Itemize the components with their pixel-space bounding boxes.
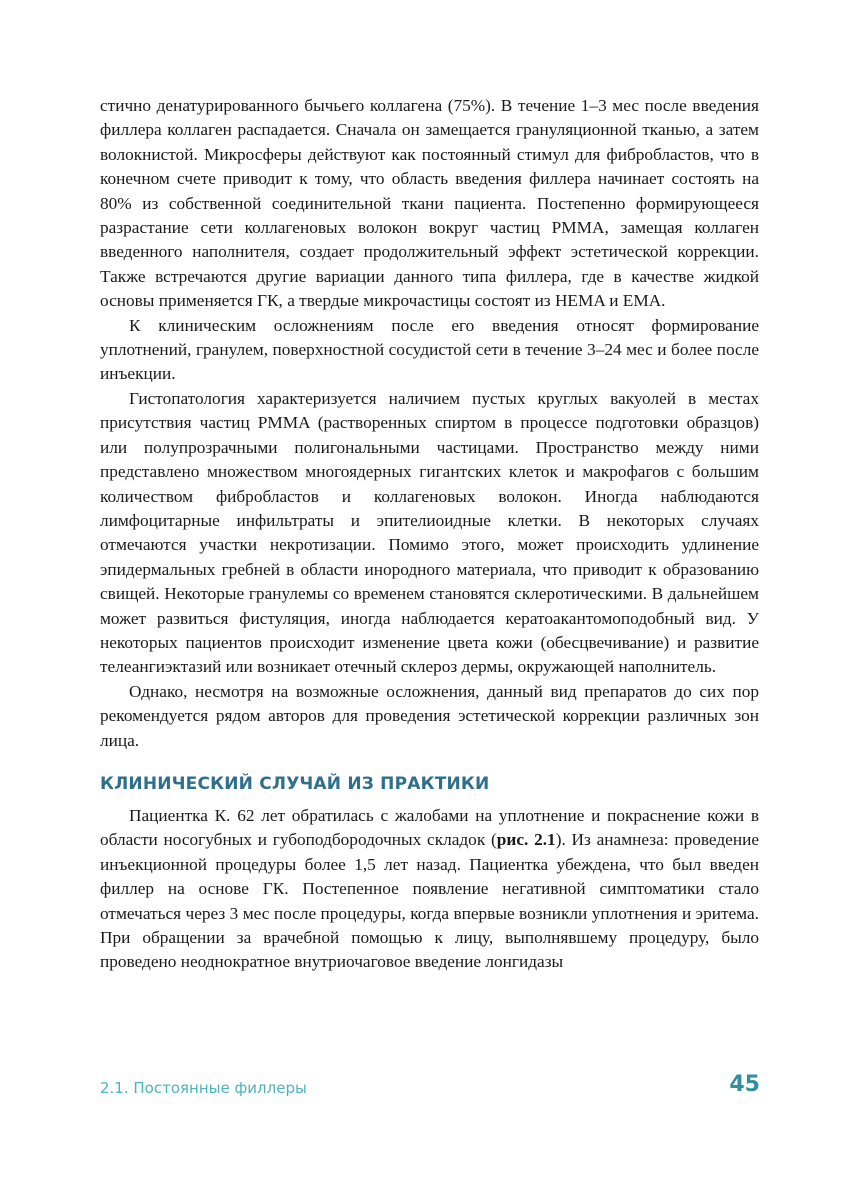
body-paragraph-1: стично денатурированного бычьего коллагена (75%). В течение 1–3 мес после введения филлера коллаген распадается. Сначала он замещается грануляционной тканью, а затем волокнистой. Микросферы действуют как постоянный стимул для фибробластов, что в конечном счете приводит к тому, что область введения филлера начинает состоять на 80% из собственной соединительной ткани пациента. Постепенно формирующееся разрастание сети коллагеновых волокон вокруг частиц PMMA, замещая коллаген введенного наполнителя, создает продолжительный эффект эстетической коррекции. Также встречаются другие вариации данного типа филлера, где в качестве жидкой основы применяется ГК, а твердые микрочастицы состоят из HEMA и EMA. xyxy=(100,96,759,311)
body-paragraph-2: К клиническим осложнениям после его введения относят формирование уплотнений, гранулем, поверхностной сосудистой сети в течение 3–24 мес и более после инъекции. xyxy=(100,315,759,384)
case-text-after: ). Из анамнеза: проведение инъекционной процедуры более 1,5 лет назад. Пациентка убеждена, что был введен филлер на основе ГК. Постепенное появление негативной симптоматики стало отмечаться через 3 мес после процедуры, когда впервые возникли уплотнения и эритема. При обращении за врачебной помощью к лицу, выполнявшему процедуру, было проведено неоднократное внутриочаговое введение лонгидазы xyxy=(100,830,759,972)
page-content xyxy=(100,94,759,975)
body-paragraph-4: Однако, несмотря на возможные осложнения, данный вид препаратов до сих пор рекомендуется рядом авторов для проведения эстетической коррекции различных зон лица. xyxy=(100,681,759,750)
section-heading: КЛИНИЧЕСКИЙ СЛУЧАЙ ИЗ ПРАКТИКИ xyxy=(100,773,490,794)
case-text-before: Пациентка К. 62 лет обратилась с жалобами на уплотнение и покраснение кожи в области носогубных и губоподбородочных складок ( xyxy=(100,805,759,850)
figure-reference: рис. 2.1 xyxy=(496,830,556,850)
body-paragraph-3: Гистопатология характеризуется наличием пустых круглых вакуолей в местах присутствия частиц PMMA (растворенных спиртом в процессе подготовки образцов) или полупрозрачными полигональными частицами. Пространство между ними представлено множеством многоядерных гигантских клеток и макрофагов с большим количеством фибробластов и коллагеновых волокон. Иногда наблюдаются лимфоцитарные инфильтраты и эпителиоидные клетки. В некоторых случаях отмечаются участки некротизации. Помимо этого, может происходить удлинение эпидермальных гребней в области инородного материала, что приводит к образованию свищей. Некоторые гранулемы со временем становятся склеротическими. В дальнейшем может развиться фистуляция, иногда наблюдается кератоакантомоподобный вид. У некоторых пациентов происходит изменение цвета кожи (обесцвечивание) и развитие телеангиэктазий или возникает отечный склероз дермы, окружающей наполнитель. xyxy=(100,388,759,677)
page-number: 45 xyxy=(729,1072,760,1097)
footer-section-title: 2.1. Постоянные филлеры xyxy=(100,1079,307,1097)
case-paragraph xyxy=(100,804,759,975)
